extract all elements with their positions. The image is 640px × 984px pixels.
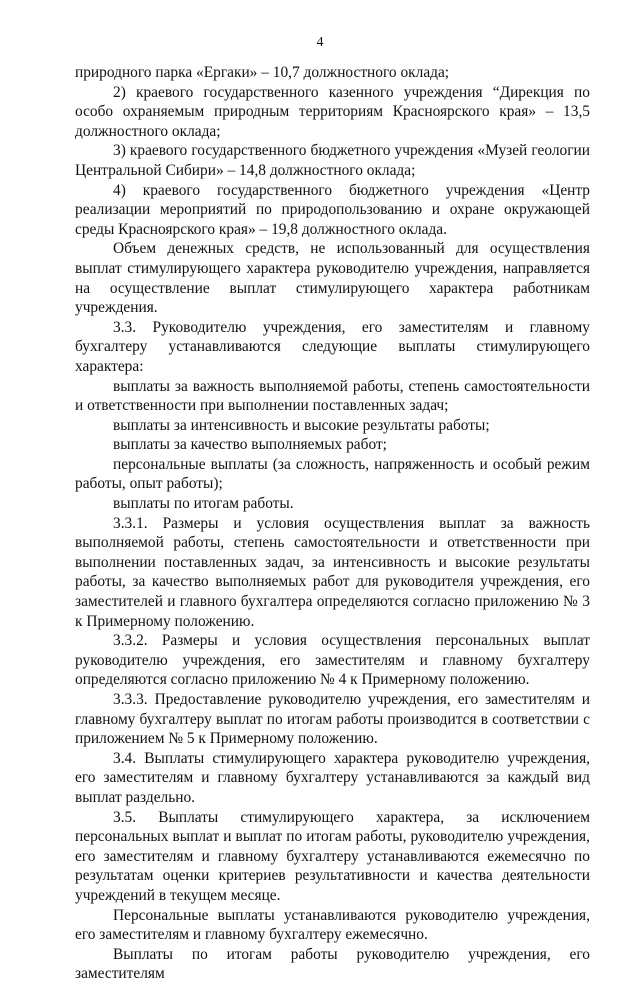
paragraph-3-3: 3.3. Руководителю учреждения, его заместителям и главному бухгалтеру устанавливаются следующие выплаты стимулирующего характера: (75, 318, 590, 375)
list-item-results: выплаты по итогам работы. (113, 495, 294, 513)
list-item-importance: выплаты за важность выполняемой работы, степень самостоятельности и ответственности при выполнении поставленных задач; (75, 377, 590, 415)
paragraph-3-3-3: 3.3.3. Предоставление руководителю учреждения, его заместителям и главному бухгалтеру выплат по итогам работы производится в соответствии с приложением № 5 к Примерному положению. (75, 691, 590, 748)
paragraph-item-4: 4) краевого государственного бюджетного учреждения «Центр реализации мероприятий по природопользованию и охране окружающей среды Красноярского края» – 19,8 должностного оклада. (75, 181, 590, 238)
list-item-personal: персональные выплаты (за сложность, напряженность и особый режим работы, опыт работы); (75, 455, 590, 493)
paragraph-3-3-2: 3.3.2. Размеры и условия осуществления персональных выплат руководителю учреждения, его заместителям и главному бухгалтеру определяются согласно приложению № 4 к Примерному положению. (75, 632, 590, 689)
page-number: 4 (316, 35, 324, 50)
document-body (75, 63, 590, 984)
paragraph-3-5: 3.5. Выплаты стимулирующего характера, за исключением персональных выплат и выплат по итогам работы, руководителю учреждения, его заместителям и главному бухгалтеру устанавливаются ежемесячно по результатам оценки критериев результативности и качества деятельности учреждений в текущем месяце. (75, 808, 590, 904)
list-item-quality: выплаты за качество выполняемых работ; (113, 436, 387, 454)
paragraph-3-3-1: 3.3.1. Размеры и условия осуществления выплат за важность выполняемой работы, степень самостоятельности и ответственности при выполнении поставленных задач, за интенсивность и высокие результаты работы, за качество выполняемых работ для руководителя учреждения, его заместителей и главного бухгалтера определяются согласно приложению № 3 к Примерному положению. (75, 514, 590, 630)
paragraph-item-3: 3) краевого государственного бюджетного учреждения «Музей геологии Центральной Сибири» – 14,8 должностного оклада; (75, 142, 590, 179)
paragraph-item-2: 2) краевого государственного казенного учреждения “Дирекция по особо охраняемым природным территориям Красноярского края» – 13,5 должностного оклада; (75, 83, 590, 140)
list-item-intensity: выплаты за интенсивность и высокие результаты работы; (113, 416, 490, 434)
paragraph-continuation: природного парка «Ергаки» – 10,7 должностного оклада; (75, 64, 450, 81)
paragraph-3-4: 3.4. Выплаты стимулирующего характера руководителю учреждения, его заместителям и главному бухгалтеру устанавливаются за каждый вид выплат раздельно. (75, 749, 590, 806)
paragraph-personal-payments: Персональные выплаты устанавливаются руководителю учреждения, его заместителям и главному бухгалтеру ежемесячно. (75, 906, 590, 944)
paragraph-results-payments: Выплаты по итогам работы руководителю учреждения, его заместителям (75, 945, 590, 983)
paragraph-unused-funds: Объем денежных средств, не использованный для осуществления выплат стимулирующего характера руководителю учреждения, направляется на осуществление выплат стимулирующего характера работникам учреждения. (75, 240, 590, 317)
